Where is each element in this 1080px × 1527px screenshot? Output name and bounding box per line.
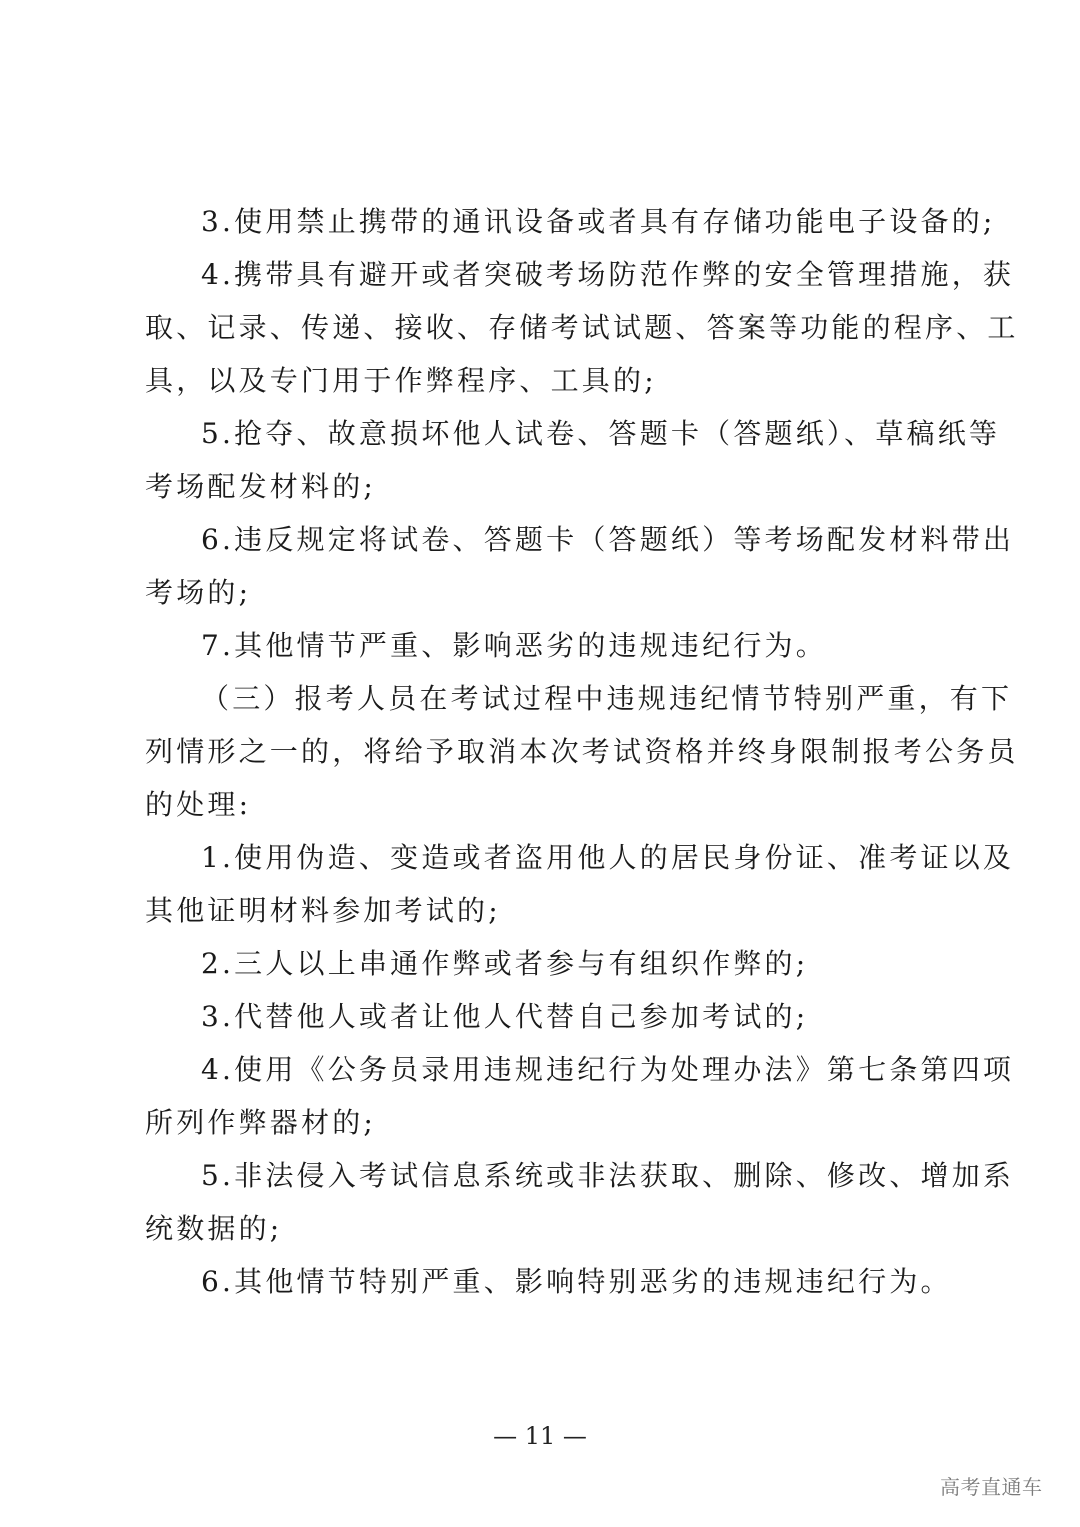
paragraph-line: 4.使用《公务员录用违规违纪行为处理办法》第七条第四项	[201, 1053, 1015, 1086]
paragraph-line: 3.使用禁止携带的通讯设备或者具有存储功能电子设备的;	[201, 205, 996, 238]
paragraph-line: 具，以及专门用于作弊程序、工具的;	[145, 364, 657, 397]
paragraph-line: 取、记录、传递、接收、存储考试试题、答案等功能的程序、工	[145, 311, 1019, 344]
watermark: 高考直通车	[940, 1475, 1043, 1499]
paragraph-line: 5.非法侵入考试信息系统或非法获取、删除、修改、增加系	[201, 1159, 1015, 1192]
paragraph-line: 3.代替他人或者让他人代替自己参加考试的;	[201, 1000, 809, 1033]
paragraph-line: 6.其他情节特别严重、影响特别恶劣的违规违纪行为。	[201, 1265, 952, 1298]
section-heading-line: （三）报考人员在考试过程中违规违纪情节特别严重，有下	[201, 682, 1013, 715]
paragraph-line: 考场配发材料的;	[145, 470, 377, 503]
paragraph-line: 考场的;	[145, 576, 252, 609]
paragraph-line: 5.抢夺、故意损坏他人试卷、答题卡（答题纸）、草稿纸等	[201, 417, 1001, 450]
paragraph-line: 其他证明材料参加考试的;	[145, 894, 501, 927]
paragraph-line: 列情形之一的，将给予取消本次考试资格并终身限制报考公务员	[145, 735, 1019, 768]
paragraph-line: 的处理:	[145, 788, 252, 821]
paragraph-line: 统数据的;	[145, 1212, 283, 1245]
paragraph-line: 2.三人以上串通作弊或者参与有组织作弊的;	[201, 947, 809, 980]
paragraph-line: 4.携带具有避开或者突破考场防范作弊的安全管理措施，获	[201, 258, 1015, 291]
paragraph-line: 所列作弊器材的;	[145, 1106, 377, 1139]
paragraph-line: 6.违反规定将试卷、答题卡（答题纸）等考场配发材料带出	[201, 523, 1015, 556]
paragraph-line: 1.使用伪造、变造或者盗用他人的居民身份证、准考证以及	[201, 841, 1015, 874]
paragraph-line: 7.其他情节严重、影响恶劣的违规违纪行为。	[201, 629, 827, 662]
page-number: — 11 —	[493, 1422, 587, 1450]
